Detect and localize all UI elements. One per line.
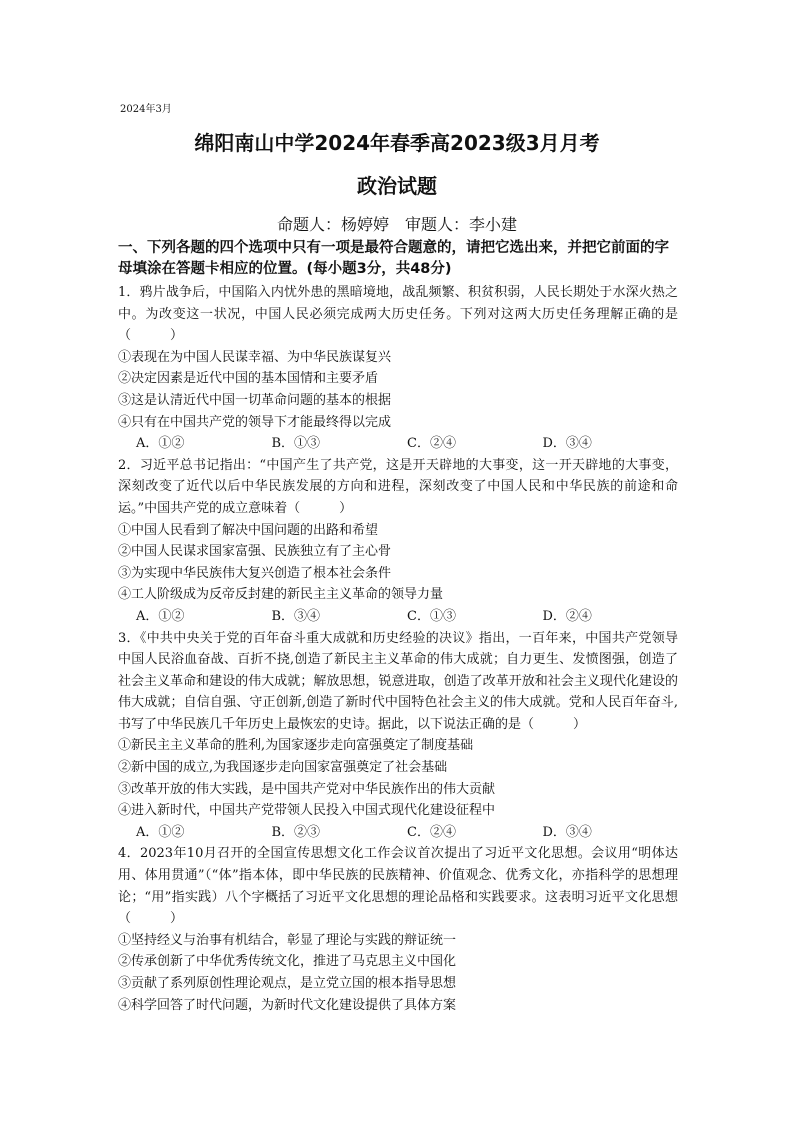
question-2 — [118, 455, 678, 628]
question-3 — [118, 628, 678, 844]
answer-choices — [118, 606, 678, 628]
choice-b: B．③④ — [271, 608, 321, 624]
choice-a: A．①② — [136, 608, 185, 624]
statement-option: ①中国人民看到了解决中国问题的出路和希望 — [118, 522, 379, 538]
question-stem: 3．《中共中央关于党的百年奋斗重大成就和历史经验的决议》指出，一百年来，中国共产党领导中国人民浴血奋战、百折不挠,创造了新民主主义革命的伟大成就；自力更生、发愤图强，创造了社会主义革命和建设的伟大成就；解放思想，锐意进取，创造了改革开放和社会主义现代化建设的伟大成就；自信自强、守正创新,创造了新时代中国特色社会主义的伟大成就。党和人民百年奋斗,书写了中华民族几千年历史上最恢宏的史诗。据此，以下说法正确的是（ ） — [118, 630, 678, 732]
exam-title: 绵阳南山中学2024年春季高2023级3月月考 — [194, 131, 600, 155]
statement-option: ①坚持经义与治事有机结合，彰显了理论与实践的辩证统一 — [118, 932, 457, 948]
choice-c: C．①③ — [407, 608, 456, 624]
question-stem: 1．鸦片战争后，中国陷入内忧外患的黑暗境地，战乱频繁、积贫积弱，人民长期处于水深火热之中。为改变这一状况，中国人民必须完成两大历史任务。下列对这两大历史任务理解正确的是（ ） — [118, 285, 678, 344]
statement-option: ③改革开放的伟大实践，是中国共产党对中华民族作出的伟大贡献 — [118, 781, 496, 797]
choice-d: D．③④ — [542, 436, 592, 452]
exam-subtitle: 政治试题 — [357, 174, 437, 198]
statement-option: ④工人阶级成为反帝反封建的新民主主义革命的领导力量 — [118, 587, 444, 603]
answer-choices — [118, 433, 678, 455]
choice-b: B．①③ — [271, 436, 321, 452]
choice-a: A．①② — [136, 436, 185, 452]
choice-d: D．②④ — [542, 608, 592, 624]
statement-option: ①表现在为中国人民谋幸福、为中华民族谋复兴 — [118, 349, 392, 365]
exam-authors: 命题人：杨婷婷 审题人：李小建 — [276, 215, 517, 234]
statement-option: ②中国人民谋求国家富强、民族独立有了主心骨 — [118, 544, 392, 560]
choice-c: C．②④ — [407, 436, 456, 452]
statement-option: ②决定因素是近代中国的基本国情和主要矛盾 — [118, 371, 379, 387]
section-heading: 一、下列各题的四个选项中只有一项是最符合题意的，请把它选出来，并把它前面的字母填涂在答题卡相应的位置。(每小题3分，共48分) — [118, 240, 669, 277]
exam-body — [118, 238, 678, 1016]
question-4 — [118, 843, 678, 1016]
question-1 — [118, 282, 678, 455]
statement-option: ②传承创新了中华优秀传统文化，推进了马克思主义中国化 — [118, 954, 457, 970]
question-stem: 4．2023年10月召开的全国宣传思想文化工作会议首次提出了习近平文化思想。会议用“明体达用、体用贯通”（“体”指本体，即中华民族的民族精神、价值观念、优秀文化，亦指科学的思想理论；“用”指实践）八个字概括了习近平文化思想的理论品格和实践要求。这表明习近平文化思想（ ） — [118, 846, 678, 927]
statement-option: ①新民主主义革命的胜利,为国家逐步走向富强奠定了制度基础 — [118, 738, 474, 754]
choice-c: C．②④ — [407, 824, 456, 840]
question-stem: 2．习近平总书记指出：“中国产生了共产党，这是开天辟地的大事变，这一开天辟地的大事变，深刻改变了近代以后中华民族发展的方向和进程，深刻改变了中国人民和中华民族的前途和命运。”中国共产党的成立意味着（ ） — [118, 457, 678, 516]
exam-date: 2024年3月 — [120, 104, 172, 115]
choice-a: A．①② — [136, 824, 185, 840]
statement-option: ④科学回答了时代问题，为新时代文化建设提供了具体方案 — [118, 997, 457, 1013]
answer-choices — [118, 822, 678, 844]
statement-option: ③这是认清近代中国一切革命问题的基本的根据 — [118, 392, 392, 408]
statement-option: ③贡献了系列原创性理论观点，是立党立国的根本指导思想 — [118, 976, 457, 991]
statement-option: ④进入新时代，中国共产党带领人民投入中国式现代化建设征程中 — [118, 803, 496, 819]
statement-option: ②新中国的成立,为我国逐步走向国家富强奠定了社会基础 — [118, 760, 448, 776]
choice-b: B．②③ — [271, 824, 321, 840]
choice-d: D．③④ — [542, 824, 592, 840]
statement-option: ③为实现中华民族伟大复兴创造了根本社会条件 — [118, 565, 392, 581]
statement-option: ④只有在中国共产党的领导下才能最终得以完成 — [118, 414, 392, 430]
